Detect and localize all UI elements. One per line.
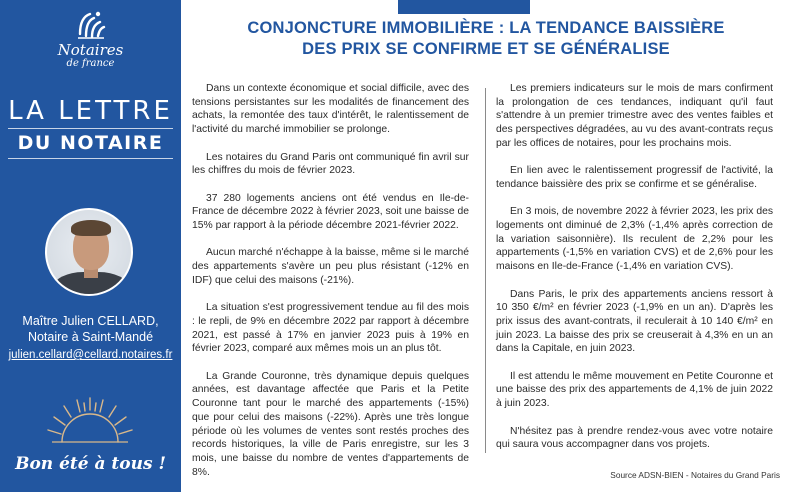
person-role: Notaire à Saint-Mandé	[27, 330, 154, 344]
summer-greeting: Bon été à tous !	[15, 454, 166, 474]
avatar	[45, 208, 133, 296]
paragraph: Il est attendu le même mouvement en Petite Couronne et une baisse des prix des appartements de 4,1% de juin 2022 à juin 2023.	[496, 370, 773, 410]
title-divider-bottom	[8, 158, 173, 159]
paragraph: N'hésitez pas à prendre rendez-vous avec votre notaire qui saura vous accompagner dans vos projets.	[496, 425, 773, 451]
sidebar	[0, 0, 181, 492]
newsletter-title-line2: DU NOTAIRE	[17, 132, 164, 154]
paragraph: Les premiers indicateurs sur le mois de mars confirment la prolongation de ces tendances, indiquant qu'il faut s'attendre à un premier trimestre avec des ventes faibles et des perspectives dégradées, au vu des avant-contrats reçus par les offices de notaires, pour les prochains mois.	[496, 83, 773, 149]
paragraph: 37 280 logements anciens ont été vendus en Ile-de-France de décembre 2022 à février 2023, soit une baisse de 15% par rapport à la période décembre 2021-février 2022.	[192, 192, 469, 231]
sun-icon	[44, 396, 136, 446]
article-headline	[196, 18, 776, 60]
newsletter-title	[0, 96, 181, 164]
headline-line2: DES PRIX SE CONFIRME ET SE GÉNÉRALISE	[302, 40, 670, 58]
column-divider	[485, 88, 486, 453]
paragraph: Les notaires du Grand Paris ont communiqué fin avril sur les chiffres du mois de février 2023.	[192, 151, 469, 177]
paragraph: Aucun marché n'échappe à la baisse, même si le marché des appartements s'avère un peu plus résistant (-12% en IDF) que celui des maisons (-21%).	[192, 247, 469, 286]
notaires-emblem-icon	[74, 8, 108, 42]
paragraph: Dans Paris, le prix des appartements anciens ressort à 10 350 €/m² en février 2023 (-1,9% en un an). D'après les prix issus des avant-contrats, il reculerait à 10 140 €/m² en juin 2023. La baisse des prix se creuserait à 4,3% en un an dans la Capitale, en juin 2023.	[496, 288, 773, 355]
avatar-hair	[71, 220, 111, 236]
email-link[interactable]: julien.cellard@cellard.notaires.fr	[8, 349, 173, 361]
article-column-right	[496, 82, 773, 466]
source-note: Source ADSN-BIEN - Notaires du Grand Paris	[610, 470, 780, 480]
paragraph: En 3 mois, de novembre 2022 à février 2023, les prix des logements ont diminué de 2,3% (-1,4% après correction de la variation saisonnière). Ils reculent de 2,2% pour les appartements (-1,5% en variation CVS) et de 2,6% pour les maisons en Ile-de-France (-1,4% en variation CVS).	[496, 206, 773, 273]
person-name: Maître Julien CELLARD,	[22, 314, 159, 328]
logo-line-de-france: de france	[66, 58, 115, 69]
article-column-left	[192, 82, 469, 492]
headline-line1: CONJONCTURE IMMOBILIÈRE : LA TENDANCE BAISSIÈRE	[247, 19, 725, 37]
paragraph: La situation s'est progressivement tendue au fil des mois : le repli, de 9% en décembre 2022 par rapport à décembre 2021, est passé à 17% en janvier 2023 puis à 19% en février 2023, comparé aux mêmes mois un an plus tôt.	[192, 302, 469, 355]
paragraph: Dans un contexte économique et social difficile, avec des tensions persistantes sur les modalités de financement des achats, la remontée des taux d'intérêt, le ralentissement de l'activité du marché immobilier se prolonge.	[192, 83, 469, 136]
notaires-logo	[0, 8, 181, 70]
top-accent-bar	[398, 0, 530, 14]
logo-line-notaires: Notaires	[57, 41, 124, 59]
paragraph: En lien avec le ralentissement progressif de l'activité, la tendance baissière des prix se confirme et se généralise.	[496, 165, 773, 190]
title-divider-top	[8, 128, 173, 129]
paragraph: La Grande Couronne, très dynamique depuis quelques années, est davantage affectée que Paris et la Petite Couronne tant pour le marché des appartements (-15%) que pour celui des maisons (-22%). Après une très longue période où les volumes de ventes sont restés proches des records historiques, la ville de Paris enregistre, sur les 3 mois, une baisse du nombre de ventes d'appartements de 8%.	[192, 370, 469, 478]
newsletter-title-line1: LA LETTRE	[8, 96, 173, 126]
